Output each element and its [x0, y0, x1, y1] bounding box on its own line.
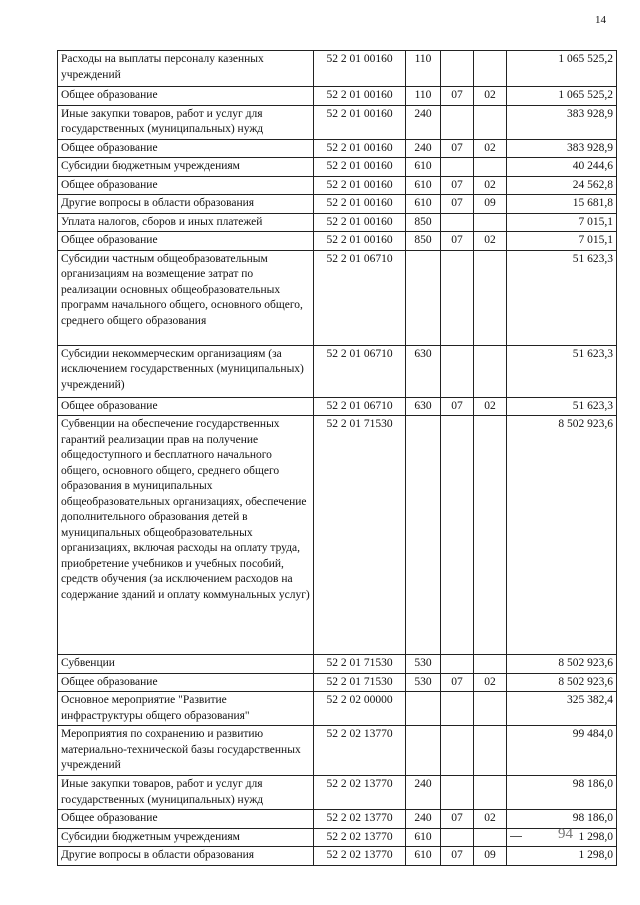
row-sum: 51 623,3: [507, 250, 617, 345]
row-rz: [441, 726, 474, 776]
row-name: Субсидии частным общеобразовательным организациям на возмещение затрат по реализации основных общеобразовательных программ начального общего, основного общего, среднего общего образования: [58, 250, 314, 345]
row-pr: [474, 105, 507, 139]
row-rz: 07: [441, 87, 474, 106]
row-vr: 850: [406, 213, 441, 232]
budget-table-body: [58, 51, 617, 866]
row-sum: 8 502 923,6: [507, 416, 617, 655]
row-pr: 02: [474, 232, 507, 251]
row-pr: [474, 692, 507, 726]
row-sum: 1 298,0: [507, 847, 617, 866]
row-name: Субсидии бюджетным учреждениям: [58, 158, 314, 177]
row-sum: 98 186,0: [507, 810, 617, 829]
row-vr: 110: [406, 51, 441, 87]
row-rz: [441, 416, 474, 655]
budget-table: [57, 50, 617, 866]
row-rz: [441, 250, 474, 345]
row-sum: 1 065 525,2: [507, 87, 617, 106]
row-vr: 630: [406, 397, 441, 416]
row-name: Общее образование: [58, 232, 314, 251]
table-row: [58, 195, 617, 214]
row-name: Расходы на выплаты персоналу казенных учреждений: [58, 51, 314, 87]
row-name: Уплата налогов, сборов и иных платежей: [58, 213, 314, 232]
row-sum: 51 623,3: [507, 397, 617, 416]
row-vr: 530: [406, 655, 441, 674]
row-pr: [474, 726, 507, 776]
row-csr: 52 2 01 00160: [314, 139, 406, 158]
row-sum: 1 065 525,2: [507, 51, 617, 87]
row-sum: 99 484,0: [507, 726, 617, 776]
row-pr: 02: [474, 139, 507, 158]
row-sum: 24 562,8: [507, 176, 617, 195]
table-row: [58, 158, 617, 177]
table-row: [58, 673, 617, 692]
table-row: [58, 87, 617, 106]
row-sum: 1 298,0: [507, 828, 617, 847]
table-row: [58, 232, 617, 251]
row-pr: 02: [474, 397, 507, 416]
row-csr: 52 2 01 00160: [314, 232, 406, 251]
row-csr: 52 2 02 13770: [314, 828, 406, 847]
row-sum: 15 681,8: [507, 195, 617, 214]
table-row: [58, 776, 617, 810]
row-rz: [441, 776, 474, 810]
row-name: Общее образование: [58, 397, 314, 416]
row-pr: [474, 345, 507, 397]
row-name: Мероприятия по сохранению и развитию материально-технической базы государственных учреждений: [58, 726, 314, 776]
table-row: [58, 397, 617, 416]
row-pr: [474, 776, 507, 810]
table-row: [58, 416, 617, 655]
row-rz: [441, 158, 474, 177]
row-rz: 07: [441, 232, 474, 251]
row-vr: [406, 250, 441, 345]
row-name: Общее образование: [58, 139, 314, 158]
row-pr: [474, 250, 507, 345]
row-csr: 52 2 01 06710: [314, 345, 406, 397]
row-vr: 610: [406, 158, 441, 177]
row-csr: 52 2 01 00160: [314, 158, 406, 177]
row-csr: 52 2 02 13770: [314, 810, 406, 829]
row-sum: 51 623,3: [507, 345, 617, 397]
row-vr: 240: [406, 776, 441, 810]
row-vr: 240: [406, 139, 441, 158]
row-pr: [474, 416, 507, 655]
row-pr: [474, 655, 507, 674]
row-csr: 52 2 01 06710: [314, 397, 406, 416]
row-rz: 07: [441, 397, 474, 416]
table-row: [58, 810, 617, 829]
row-name: Основное мероприятие "Развитие инфраструктуры общего образования": [58, 692, 314, 726]
row-vr: 110: [406, 87, 441, 106]
row-pr: [474, 51, 507, 87]
row-name: Общее образование: [58, 673, 314, 692]
row-name: Общее образование: [58, 176, 314, 195]
table-row: [58, 213, 617, 232]
row-rz: [441, 51, 474, 87]
handwritten-mark: 94: [558, 826, 573, 842]
table-row: [58, 692, 617, 726]
row-name: Общее образование: [58, 810, 314, 829]
row-rz: [441, 655, 474, 674]
row-csr: 52 2 01 71530: [314, 655, 406, 674]
row-pr: [474, 828, 507, 847]
row-pr: 02: [474, 87, 507, 106]
row-rz: 07: [441, 673, 474, 692]
row-name: Субвенции: [58, 655, 314, 674]
row-vr: 240: [406, 810, 441, 829]
row-rz: 07: [441, 195, 474, 214]
row-name: Другие вопросы в области образования: [58, 195, 314, 214]
row-sum: 383 928,9: [507, 105, 617, 139]
row-pr: 02: [474, 176, 507, 195]
row-rz: 07: [441, 139, 474, 158]
row-pr: 02: [474, 673, 507, 692]
row-vr: 630: [406, 345, 441, 397]
row-sum: 98 186,0: [507, 776, 617, 810]
row-pr: 02: [474, 810, 507, 829]
row-pr: [474, 213, 507, 232]
table-row: [58, 726, 617, 776]
row-vr: [406, 416, 441, 655]
row-vr: 610: [406, 195, 441, 214]
row-sum: 7 015,1: [507, 232, 617, 251]
row-vr: 850: [406, 232, 441, 251]
table-row: [58, 51, 617, 87]
row-name: Общее образование: [58, 87, 314, 106]
row-csr: 52 2 02 00000: [314, 692, 406, 726]
table-row: [58, 828, 617, 847]
row-rz: [441, 213, 474, 232]
row-sum: 8 502 923,6: [507, 655, 617, 674]
table-row: [58, 105, 617, 139]
row-rz: 07: [441, 176, 474, 195]
row-csr: 52 2 01 00160: [314, 195, 406, 214]
row-name: Субсидии некоммерческим организациям (за исключением государственных (муниципальных) учреждений): [58, 345, 314, 397]
row-vr: 240: [406, 105, 441, 139]
row-sum: 383 928,9: [507, 139, 617, 158]
row-sum: 8 502 923,6: [507, 673, 617, 692]
row-csr: 52 2 01 06710: [314, 250, 406, 345]
table-row: [58, 655, 617, 674]
table-row: [58, 176, 617, 195]
row-sum: 40 244,6: [507, 158, 617, 177]
row-rz: [441, 345, 474, 397]
row-csr: 52 2 01 00160: [314, 176, 406, 195]
row-rz: 07: [441, 810, 474, 829]
row-pr: [474, 158, 507, 177]
row-rz: [441, 828, 474, 847]
row-sum: 7 015,1: [507, 213, 617, 232]
row-vr: 530: [406, 673, 441, 692]
row-vr: 610: [406, 847, 441, 866]
row-name: Субсидии бюджетным учреждениям: [58, 828, 314, 847]
row-csr: 52 2 02 13770: [314, 726, 406, 776]
page-number: 14: [595, 14, 606, 26]
row-name: Иные закупки товаров, работ и услуг для государственных (муниципальных) нужд: [58, 776, 314, 810]
row-rz: [441, 105, 474, 139]
row-csr: 52 2 02 13770: [314, 847, 406, 866]
table-row: [58, 345, 617, 397]
row-csr: 52 2 01 71530: [314, 673, 406, 692]
row-name: Другие вопросы в области образования: [58, 847, 314, 866]
row-csr: 52 2 02 13770: [314, 776, 406, 810]
table-row: [58, 847, 617, 866]
row-csr: 52 2 01 71530: [314, 416, 406, 655]
row-vr: [406, 692, 441, 726]
row-vr: 610: [406, 828, 441, 847]
row-name: Иные закупки товаров, работ и услуг для государственных (муниципальных) нужд: [58, 105, 314, 139]
row-vr: 610: [406, 176, 441, 195]
row-pr: 09: [474, 195, 507, 214]
row-rz: [441, 692, 474, 726]
row-name: Субвенции на обеспечение государственных гарантий реализации прав на получение общедоступного и бесплатного начального общего, основного общего, среднего общего образования в муниципальных общеобразовательных организациях, обеспечение дополнительного образования детей в муниципальных общеобразовательных организациях, включая расходы на оплату труда, приобретение учебников и учебных пособий, средств обучения (за исключением расходов на содержание зданий и оплату коммунальных услуг): [58, 416, 314, 655]
row-csr: 52 2 01 00160: [314, 51, 406, 87]
footer-dash: [510, 836, 522, 837]
row-vr: [406, 726, 441, 776]
row-csr: 52 2 01 00160: [314, 213, 406, 232]
row-csr: 52 2 01 00160: [314, 105, 406, 139]
table-row: [58, 250, 617, 345]
row-pr: 09: [474, 847, 507, 866]
table-row: [58, 139, 617, 158]
row-sum: 325 382,4: [507, 692, 617, 726]
row-rz: 07: [441, 847, 474, 866]
row-csr: 52 2 01 00160: [314, 87, 406, 106]
